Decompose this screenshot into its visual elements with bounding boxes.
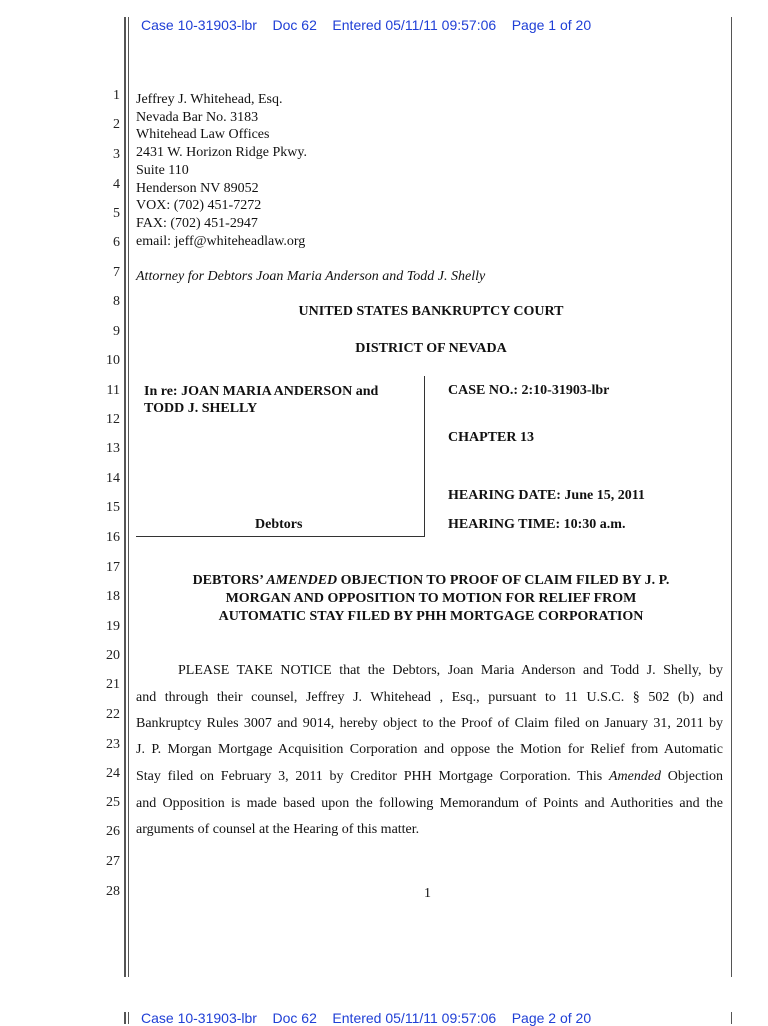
line-number: 17 <box>106 560 120 575</box>
line-number: 15 <box>106 500 120 515</box>
body-line: PLEASE TAKE NOTICE that the Debtors, Joan Maria Anderson and Todd J. Shelly, by <box>178 663 723 678</box>
ecf-header-next-page: Case 10-31903-lbr Doc 62 Entered 05/11/11 09:57:06 Page 2 of 20 <box>141 1010 592 1026</box>
court-district: DISTRICT OF NEVADA <box>355 341 507 356</box>
caption-divider <box>424 376 425 537</box>
line-number: 25 <box>106 795 120 810</box>
body-line: and through their counsel, Jeffrey J. Whitehead , Esq., pursuant to 11 U.S.C. § 502 (b) and <box>136 690 723 705</box>
line-number: 28 <box>106 884 120 899</box>
line-number: 27 <box>106 854 120 869</box>
hearing-date: HEARING DATE: June 15, 2011 <box>448 488 645 503</box>
body-line: Bankruptcy Rules 3007 and 9014, hereby object to the Proof of Claim filed on January 31, 2011 by <box>136 716 723 731</box>
document-title-line-3: AUTOMATIC STAY FILED BY PHH MORTGAGE CORPORATION <box>218 609 644 624</box>
right-margin-rule <box>731 17 732 977</box>
line-number: 14 <box>106 471 120 486</box>
court-name: UNITED STATES BANKRUPTCY COURT <box>298 304 564 319</box>
chapter: CHAPTER 13 <box>448 430 534 445</box>
line-number: 3 <box>113 147 120 162</box>
line-number: 6 <box>113 235 120 250</box>
line-number: 16 <box>106 530 120 545</box>
line-number: 24 <box>106 766 120 781</box>
line-number: 26 <box>106 824 120 839</box>
body-amended: Amended <box>608 769 662 784</box>
line-number: 8 <box>113 294 120 309</box>
attorney-for: Attorney for Debtors Joan Maria Anderson and Todd J. Shelly <box>136 269 486 284</box>
in-re-line-1: In re: JOAN MARIA ANDERSON and <box>144 384 379 399</box>
hearing-time: HEARING TIME: 10:30 a.m. <box>448 517 626 532</box>
line-number: 9 <box>113 324 120 339</box>
line-number: 22 <box>106 707 120 722</box>
page-number: 1 <box>424 886 431 901</box>
left-margin-rule-inner <box>128 17 129 977</box>
right-margin-rule-next <box>731 1012 732 1024</box>
body-line: and Opposition is made based upon the following Memorandum of Points and Authorities and the <box>136 796 723 811</box>
title-text: DEBTORS’ <box>192 573 267 588</box>
case-caption-parties <box>144 383 378 417</box>
line-number: 18 <box>106 589 120 604</box>
email: email: jeff@whiteheadlaw.org <box>136 233 306 249</box>
left-margin-rule <box>124 17 126 977</box>
debtors-label: Debtors <box>255 517 303 532</box>
left-margin-rule-next <box>124 1012 126 1024</box>
fax: FAX: (702) 451-2947 <box>136 215 258 231</box>
attorney-name: Jeffrey J. Whitehead, Esq. <box>136 92 283 107</box>
body-line: arguments of counsel at the Hearing of this matter. <box>136 822 420 837</box>
ecf-header: Case 10-31903-lbr Doc 62 Entered 05/11/11 09:57:06 Page 1 of 20 <box>141 17 592 33</box>
case-number: CASE NO.: 2:10-31903-lbr <box>448 383 610 398</box>
line-number: 2 <box>113 117 120 132</box>
firm-name: Whitehead Law Offices <box>136 127 270 143</box>
street-address: 2431 W. Horizon Ridge Pkwy. <box>136 145 307 161</box>
left-margin-rule-next-inner <box>128 1012 129 1024</box>
caption-underline <box>136 536 425 537</box>
title-amended: AMENDED <box>266 573 338 588</box>
line-number: 5 <box>113 206 120 221</box>
line-number: 13 <box>106 441 120 456</box>
line-number: 1 <box>113 88 120 103</box>
line-number: 4 <box>113 177 120 192</box>
line-number: 23 <box>106 737 120 752</box>
city-state-zip: Henderson NV 89052 <box>136 180 259 196</box>
title-text: OBJECTION TO PROOF OF CLAIM FILED BY J. P. <box>337 573 670 588</box>
line-number: 19 <box>106 619 120 634</box>
line-number: 21 <box>106 677 120 692</box>
line-number: 12 <box>106 412 120 427</box>
line-number: 10 <box>106 353 120 368</box>
attorney-address-block <box>136 91 307 250</box>
body-line: J. P. Morgan Mortgage Acquisition Corporation and oppose the Motion for Relief from Automatic <box>136 742 723 757</box>
document-title-line-2: MORGAN AND OPPOSITION TO MOTION FOR RELIEF FROM <box>225 591 637 606</box>
body-line <box>136 769 723 785</box>
body-text: Objection <box>661 769 723 784</box>
document-title-line-1 <box>136 573 726 589</box>
suite: Suite 110 <box>136 162 189 178</box>
in-re-line-2: TODD J. SHELLY <box>144 401 258 416</box>
line-number: 7 <box>113 265 120 280</box>
body-text: Stay filed on February 3, 2011 by Creditor PHH Mortgage Corporation. This <box>136 769 609 784</box>
phone: VOX: (702) 451-7272 <box>136 198 262 214</box>
bar-number: Nevada Bar No. 3183 <box>136 109 259 125</box>
line-number: 20 <box>106 648 120 663</box>
line-number: 11 <box>106 383 120 398</box>
